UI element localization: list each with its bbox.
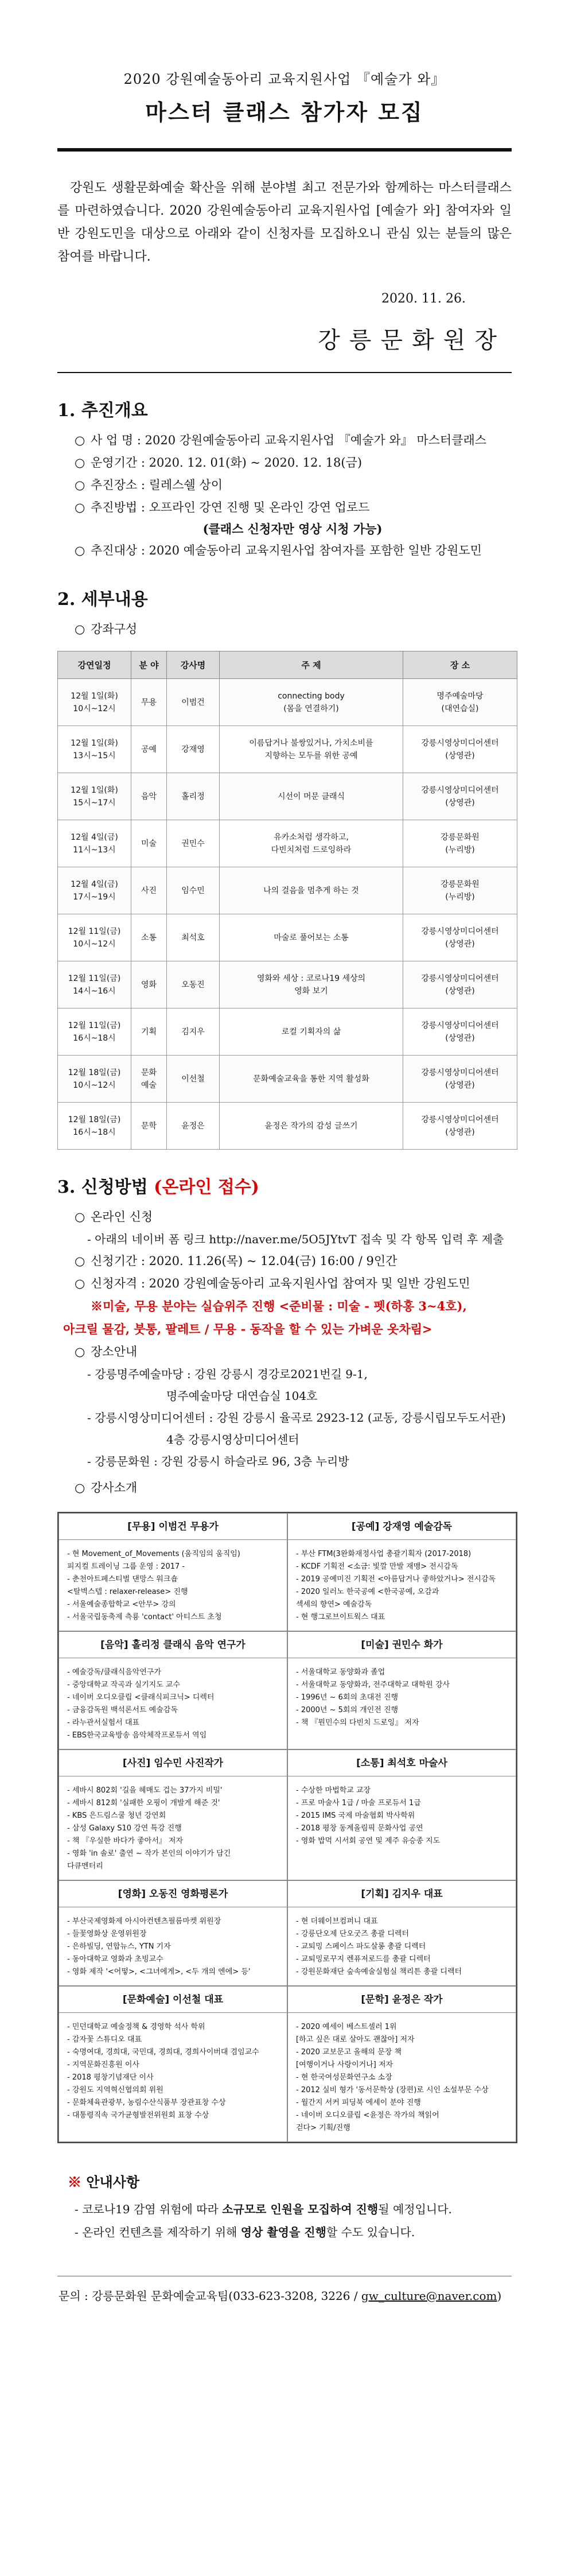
lecturer-card-line: - 1996년 ~ 6회의 초대전 진행	[296, 1693, 399, 1702]
email-link[interactable]: gw_culture@naver.com	[361, 2289, 497, 2303]
lecturer-card	[59, 1986, 287, 2142]
lecturer-card-line: 걷다> 기획/진행	[296, 2124, 350, 2132]
lecturer-card	[287, 1749, 516, 1880]
title-divider	[57, 148, 512, 152]
lecturer-card-title: [사진] 임수민 사진작가	[59, 1750, 287, 1776]
lecturer-card-line: - 민던대학교 예술정책 & 경영학 석사 학위	[67, 2023, 205, 2031]
venue-line: - 강릉명주예술마당 : 강원 강릉시 경강로2021번길 9-1,	[87, 1367, 368, 1381]
lecturer-cell: 홀리정	[167, 773, 220, 820]
notice-date: 2020. 11. 26.	[381, 292, 466, 306]
lecturer-card-line: - 서울국립동축제 측룡 'contact' 아티스트 초청	[67, 1613, 222, 1621]
lecturer-card-line: - 세바시 802회 '길을 헤매도 겁는 37가지 비밀'	[67, 1786, 223, 1795]
table-row	[58, 679, 517, 726]
notice-line: - 코로나19 감염 위험에 따라 소규모로 인원을 모집하여 진행될 예정입니다.	[75, 2202, 452, 2216]
bullet-icon: ○	[75, 456, 85, 470]
column-header: 주 제	[220, 651, 403, 679]
table-row	[58, 820, 517, 867]
lecturer-card-line: - 삼성 Galaxy S10 강연 특강 진행	[67, 1824, 182, 1833]
apply-target: ○ 신청자격 : 2020 강원예술동아리 교육지원사업 참여자 및 일반 강원도민	[75, 1273, 510, 1295]
lecturer-card-line: - 들꽃영화상 운영위원장	[67, 1930, 147, 1938]
lecturer-cell: 권민수	[167, 820, 220, 867]
lecturer-card-line: - 2018 평창기념재단 이사	[67, 2073, 154, 2082]
lecturer-card-line: - 2020 교보문고 올해의 문장 책	[296, 2048, 402, 2057]
lecturer-cell: 윤정은	[167, 1103, 220, 1150]
lecturer-card-line: - 책 『뭔민수의 다빈치 드로잉』 저자	[296, 1718, 419, 1727]
topic-cell: 나의 걸음을 멈추게 하는 것	[220, 867, 403, 914]
date-cell: 12월 1일(화) 15시~17시	[58, 773, 131, 820]
lecturer-card-line: [하고 싶은 대로 살아도 괜찮아] 저자	[296, 2035, 415, 2044]
lecturer-card-line: - 2015 IMS 국제 마술협회 박사학위	[296, 1811, 415, 1820]
notice-line: - 온라인 컨텐츠를 제작하기 위해 영상 촬영을 진행할 수도 있습니다.	[75, 2225, 415, 2239]
table-row	[58, 1103, 517, 1150]
lecturer-label: ○ 강사소개	[75, 1477, 510, 1499]
page-subtitle: 2020 강원예술동아리 교육지원사업 『예술가 와』	[123, 71, 446, 87]
lecturer-card	[287, 1986, 516, 2142]
lecturer-card-line: - 현 더웨이브컴퍼니 대표	[296, 1917, 378, 1926]
lecturer-card	[287, 1513, 516, 1631]
lecturer-card-title: [음악] 홀리정 클래식 음악 연구가	[59, 1632, 287, 1658]
date-cell: 12월 11일(금) 10시~12시	[58, 914, 131, 961]
topic-cell: 시선이 머문 클래식	[220, 773, 403, 820]
lecturer-card-line: - 2000년 ~ 5회의 개인전 진행	[296, 1706, 399, 1714]
lecturer-card-line: - 라누관서실험서 대표	[67, 1718, 139, 1727]
lecturer-card-line: - 감자꽃 스튜디오 대표	[67, 2035, 142, 2044]
lecturer-card-line: - 현 한국여성문화연구소 소장	[296, 2073, 392, 2082]
bullet-icon: ○	[75, 1254, 85, 1268]
date-cell: 12월 18일(금) 10시~12시	[58, 1056, 131, 1103]
field-cell: 기획	[131, 1008, 167, 1056]
section3-items	[63, 1206, 510, 1499]
bullet-icon: ○	[75, 501, 85, 514]
lecturer-cell: 오동진	[167, 961, 220, 1008]
lecturer-card-line: [여행이거나 사랑이거나] 저자	[296, 2061, 393, 2069]
course-label: ○ 강좌구성	[75, 618, 510, 641]
lecturer-card-line: - 예술강독/클래식음악연구가	[67, 1668, 161, 1677]
field-cell: 무용	[131, 679, 167, 726]
topic-cell: 로컬 기획자의 삶	[220, 1008, 403, 1056]
lecturer-card-title: [영화] 오동진 영화평론가	[59, 1881, 287, 1907]
lecturer-cell: 임수민	[167, 867, 220, 914]
online-text[interactable]: - 아래의 네이버 폼 링크 http://naver.me/5O5JYtvT 접속 및 각 항목 입력 후 제출	[87, 1232, 504, 1246]
notice-heading: ※ 안내사항	[68, 2174, 140, 2190]
venue-line: - 강릉문화원 : 강원 강릉시 하슬라로 96, 3층 누리방	[87, 1454, 349, 1468]
page-title: 마스터 클래스 참가자 모집	[145, 99, 424, 125]
lecturer-card-line: - 강원도 지역혁신협의회 위원	[67, 2086, 163, 2094]
column-header: 분 야	[131, 651, 167, 679]
lecturer-card-line: - 동아대학교 영화과 초빙교수	[67, 1955, 163, 1964]
lecturer-card-line: - 월간지 서커 피딩북 에세이 분야 진행	[296, 2098, 421, 2107]
lecturer-card-line: - 현 행그로브이트웍스 대표	[296, 1613, 385, 1621]
lecturer-card-line: - 영화 밥먹 시서회 공연 및 제주 유승종 지도	[296, 1837, 441, 1845]
lecturer-card-line: - 은하빌딩, 연합뉴스, YTN 기자	[67, 1942, 171, 1951]
date-cell: 12월 18일(금) 16시~18시	[58, 1103, 131, 1150]
lecturer-card-line: - 교퇴밍로꾸지 렌퓨저로드를 총괄 디렉터	[296, 1955, 431, 1964]
lecturer-card-line: - 영화 'in 솔로' 출연 ~ 작가 본인의 이야기가 담긴	[67, 1849, 231, 1858]
intro-paragraph: 강원도 생활문화예술 확산을 위해 분야별 최고 전문가와 함께하는 마스터클래스를 마련하였습니다. 2020 강원예술동아리 교육지원사업 [예술가 와] 참여자와 일반 강원도민을 대상으로 아래와 같이 신청자를 모집하오니 관심 있는 분들의 많은 참여를 바랍니다.	[57, 181, 512, 264]
table-row	[58, 726, 517, 773]
schedule-table	[57, 651, 517, 1150]
lecturer-card-line: - 영화 제작 '<어떻>, <그녀에게>, <두 개의 엔에> 등'	[67, 1968, 251, 1976]
lecturer-card-line: - 2012 실비 형가 '동서문학상 (장편)로 시인 소설부문 수상	[296, 2086, 489, 2094]
table-row	[58, 914, 517, 961]
lecturer-card-title: [공예] 강재영 예술감독	[288, 1514, 516, 1540]
lecturer-card-line: - 2020 예세이 베스트셀러 1위	[296, 2023, 397, 2031]
topic-cell: 마술로 풀어보는 소통	[220, 914, 403, 961]
lecturer-card-line: - 서울대학교 동양화과, 전주대학교 대학원 강사	[296, 1681, 450, 1689]
lecturer-card-line: - 중앙대학교 작곡과 실기지도 교수	[67, 1681, 181, 1689]
field-cell: 미술	[131, 820, 167, 867]
table-row	[58, 961, 517, 1008]
bullet-icon: ○	[75, 433, 85, 447]
bullet-icon: ○	[75, 544, 85, 557]
lecturer-card-line: - 숙명여대, 경희대, 국민대, 경희대, 경희사이버대 겸임교수	[67, 2048, 259, 2057]
field-cell: 음악	[131, 773, 167, 820]
place-cell: 강릉시영상미디어센터 (상영관)	[403, 726, 517, 773]
lecturer-card-title: [기획] 김지우 대표	[288, 1881, 516, 1907]
date-cell: 12월 4일(금) 11시~13시	[58, 820, 131, 867]
table-row	[58, 1056, 517, 1103]
lecturer-card	[59, 1880, 287, 1986]
lecturer-card-line: - 부산국제영화제 아시아컨텐츠필름마켓 위원장	[67, 1917, 221, 1926]
topic-cell: 문화예술교육을 통한 지역 활성화	[220, 1056, 403, 1103]
date-cell: 12월 1일(화) 10시~12시	[58, 679, 131, 726]
overview-item: ○ 추진대상 : 2020 예술동아리 교육지원사업 참여자를 포함한 일반 강원도민	[75, 540, 510, 562]
place-cell: 강릉시영상미디어센터 (상영관)	[403, 1103, 517, 1150]
field-cell: 공예	[131, 726, 167, 773]
topic-cell: 윤정은 작가의 감성 글쓰기	[220, 1103, 403, 1150]
bullet-icon: ○	[75, 478, 85, 492]
lecturer-card-line: - 네이버 오디오클립 <클래식피크닉> 디렉터	[67, 1693, 215, 1702]
lecturer-card-line: - 부산 FTM(3완화재정사업 총괄기획자 (2017-2018)	[296, 1550, 471, 1558]
place-cell: 강릉문화원 (누리방)	[403, 820, 517, 867]
lecturer-card	[59, 1631, 287, 1749]
lecturer-card-line: - 책 『우실한 바다가 좋아서』 저자	[67, 1837, 184, 1845]
bullet-icon: ○	[75, 1345, 85, 1359]
place-cell: 강릉시영상미디어센터 (상영관)	[403, 1056, 517, 1103]
contact-footer: 문의 : 강릉문화원 문화예술교육팀(033-623-3208, 3226 / gw_culture@naver.com)	[59, 2289, 502, 2303]
venue-line: 명주예술마당 대연습실 104호	[166, 1389, 318, 1403]
lecturer-card-line: - 춘천아트페스티벌 댄망스 워크숍	[67, 1575, 178, 1584]
lecturer-card-line: - EBS한국교육방송 음악체작프로듀서 역임	[67, 1731, 207, 1740]
lecturer-card-title: [문화예술] 이선철 대표	[59, 1987, 287, 2013]
method-note: (클래스 신청자만 영상 시청 가능)	[202, 522, 383, 536]
field-cell: 문화 예술	[131, 1056, 167, 1103]
section2-heading: 2. 세부내용	[57, 589, 148, 610]
lecturer-card-line: - 프로 마술사 1급 / 마술 프로듀서 1급	[296, 1799, 421, 1807]
header	[0, 0, 569, 126]
date-cell: 12월 11일(금) 14시~16시	[58, 961, 131, 1008]
supplies-note-cont: 아크릴 물감, 붓통, 팔레트 / 무용 - 동작을 할 수 있는 가벼운 옷차림>	[63, 1322, 432, 1336]
lecturer-card-line: - KBS 은드림스쿨 청년 강연회	[67, 1811, 166, 1820]
place-cell: 강릉시영상미디어센터 (상영관)	[403, 1008, 517, 1056]
table-row	[58, 1008, 517, 1056]
bullet-icon: ○	[75, 1277, 85, 1290]
lecturer-card-line: - 대통령직속 국가균형발전위원회 표창 수상	[67, 2111, 209, 2120]
section1-heading: 1. 추진개요	[57, 401, 148, 421]
lecturer-cell: 이선철	[167, 1056, 220, 1103]
overview-item: ○ 사 업 명 : 2020 강원예술동아리 교육지원사업 『예술가 와』 마스터클래스	[75, 429, 510, 452]
topic-cell: 유카소처럼 생각하고, 다빈치처럼 드로잉하라	[220, 820, 403, 867]
lecturer-card-line: 피지컬 트레이닝 그룹 운영 : 2017 -	[67, 1562, 185, 1571]
lecturer-cell: 이범건	[167, 679, 220, 726]
lecturer-cell: 강재영	[167, 726, 220, 773]
overview-item: ○ 추진방법 : 오프라인 강연 진행 및 온라인 강연 업로드	[75, 496, 510, 519]
lecturer-card-line: - KCDF 기획전 <소금: 빛깔 만발 재맹> 전시감독	[296, 1562, 458, 1571]
lecturer-card	[287, 1880, 516, 1986]
lecturer-grid	[57, 1512, 517, 2143]
supplies-note: ※미술, 무용 분야는 실습위주 진행 <준비물 : 미술 - 펫(하홍 3~4호),	[91, 1299, 467, 1313]
place-cell: 강릉문화원 (누리방)	[403, 867, 517, 914]
lecturer-card-line: - 강원문화재단 숲속예술실험실 책리튼 총괄 디렉터	[296, 1968, 462, 1976]
place-cell: 강릉시영상미디어센터 (상영관)	[403, 773, 517, 820]
section1-items	[75, 429, 510, 562]
lecturer-card-line: 다큐멘터리	[67, 1862, 103, 1871]
lecturer-card	[287, 1631, 516, 1749]
lecturer-card-line: - 2020 일러노 한국공예 <한국공예, 오감과	[296, 1588, 439, 1596]
section3-heading: 3. 신청방법 (온라인 접수)	[57, 1177, 259, 1197]
table-row	[58, 867, 517, 914]
column-header: 강사명	[167, 651, 220, 679]
column-header: 강연일정	[58, 651, 131, 679]
lecturer-card-line: - 2018 평창 동계올림픽 문화사업 공연	[296, 1824, 423, 1833]
lecturer-card-line: - 교퇴밍 스페이스 파도살롱 총괄 디렉터	[296, 1942, 426, 1951]
topic-cell: 영화와 세상 : 코로나19 세상의 영화 보기	[220, 961, 403, 1008]
date-cell: 12월 1일(화) 13시~15시	[58, 726, 131, 773]
date-cell: 12월 4일(금) 17시~19시	[58, 867, 131, 914]
lecturer-card-line: - 현 Movement_of_Movements (움직임의 움직임)	[67, 1550, 240, 1558]
place-cell: 명주예술마당 (대연습실)	[403, 679, 517, 726]
lecturer-cell: 최석호	[167, 914, 220, 961]
lecturer-card-line: - 서울대학교 동양화과 졸업	[296, 1668, 385, 1677]
topic-cell: 이름답거나 불쌍있거나, 가치소비를 지향하는 모두를 위한 공예	[220, 726, 403, 773]
lecturer-card-line: 섹세의 향연> 예술감독	[296, 1600, 372, 1609]
notice-mark: ※	[68, 2174, 81, 2190]
lecturer-card-title: [무용] 이범건 무용가	[59, 1514, 287, 1540]
notice-body	[75, 2198, 569, 2244]
lecturer-card-line: - 수상한 마법학교 교장	[296, 1786, 371, 1795]
lecturer-card-line: - 서울예술종합학교 <안무> 강의	[67, 1600, 176, 1609]
table-header-row	[58, 651, 517, 679]
section2-sub	[75, 618, 510, 641]
lecturer-card-line: - 금융감독원 백석론서트 예술감독	[67, 1706, 178, 1714]
lecturer-card-title: [소통] 최석호 마술사	[288, 1750, 516, 1776]
bullet-icon: ○	[75, 1481, 85, 1495]
field-cell: 사진	[131, 867, 167, 914]
lecturer-card-line: - 강릉단오제 단오굿즈 총괄 디렉터	[296, 1930, 410, 1938]
lecturer-card-line: <탈벽스텝 : relaxer-release> 진행	[67, 1588, 188, 1596]
bullet-icon: ○	[75, 1210, 85, 1224]
place-cell: 강릉시영상미디어센터 (상영관)	[403, 961, 517, 1008]
venue-label: ○ 장소안내	[75, 1341, 510, 1363]
field-cell: 소통	[131, 914, 167, 961]
lecturer-cell: 김지우	[167, 1008, 220, 1056]
lecturer-card-line: - 지역문화진흥원 이사	[67, 2061, 139, 2069]
lecturer-card-title: [문학] 윤정은 작가	[288, 1987, 516, 2013]
lecturer-card	[59, 1513, 287, 1631]
header-divider	[57, 372, 512, 373]
date-cell: 12월 11일(금) 16시~18시	[58, 1008, 131, 1056]
online-tag: (온라인 접수)	[154, 1177, 259, 1197]
signer: 강릉문화원장	[318, 327, 506, 354]
lecturer-card-line: - 세바시 812회 '실패한 오핑이 개발게 해준 것'	[67, 1799, 220, 1807]
place-cell: 강릉시영상미디어센터 (상영관)	[403, 914, 517, 961]
apply-period: ○ 신청기간 : 2020. 11.26(목) ~ 12.04(금) 16:00 / 9인간	[75, 1250, 510, 1273]
overview-item: ○ 운영기간 : 2020. 12. 01(화) ~ 2020. 12. 18(금)	[75, 452, 510, 474]
lecturer-card-line: - 2019 공예미진 기획전 <아름답거나 좋하았거나> 전시감독	[296, 1575, 496, 1584]
online-apply: ○ 온라인 신청	[75, 1206, 510, 1228]
lecturer-card-line: - 문화체육관광부, 농림수산식품부 장관표창 수상	[67, 2098, 226, 2107]
lecturer-card-title: [미술] 권민수 화가	[288, 1632, 516, 1658]
field-cell: 문학	[131, 1103, 167, 1150]
column-header: 장 소	[403, 651, 517, 679]
overview-item: ○ 추진장소 : 릴레스쉘 상이	[75, 474, 510, 496]
venue-line: 4층 강릉시영상미디어센터	[166, 1433, 299, 1446]
lecturer-card	[59, 1749, 287, 1880]
table-row	[58, 773, 517, 820]
bullet-icon: ○	[75, 622, 85, 636]
lecturer-card-line: - 네이버 오디오클립 <윤정은 작가의 책읽어	[296, 2111, 439, 2120]
field-cell: 영화	[131, 961, 167, 1008]
topic-cell: connecting body (몸을 연결하기)	[220, 679, 403, 726]
venue-line: - 강릉시영상미디어센터 : 강원 강릉시 율곡로 2923-12 (교동, 강릉시립모두도서관)	[87, 1411, 506, 1425]
